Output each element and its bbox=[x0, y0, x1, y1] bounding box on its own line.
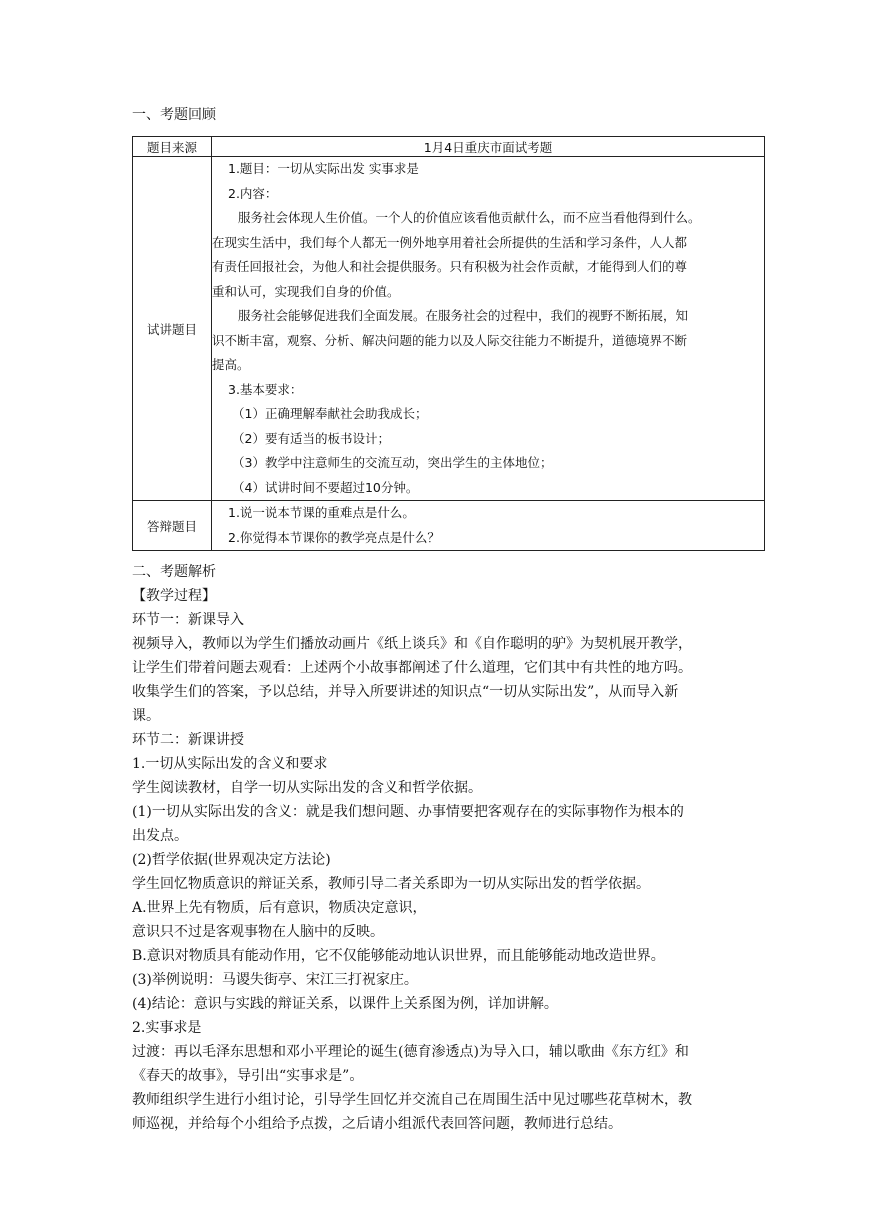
lecture-content bbox=[212, 157, 765, 501]
lecture-line: 1.题目：一切从实际出发 实事求是 bbox=[228, 161, 419, 176]
body-line: 出发点。 bbox=[132, 828, 188, 844]
body-line: 学生回忆物质意识的辩证关系，教师引导二者关系即为一切从实际出发的哲学依据。 bbox=[132, 876, 650, 892]
table-row bbox=[133, 501, 765, 551]
body-line: 环节二：新课讲授 bbox=[132, 732, 244, 748]
exam-question-table bbox=[132, 136, 765, 551]
body-line: (4)结论：意识与实践的辩证关系，以课件上关系图为例，详加讲解。 bbox=[132, 996, 558, 1012]
body-line: (1)一切从实际出发的含义：就是我们想问题、办事情要把客观存在的实际事物作为根本的 bbox=[132, 804, 684, 820]
section-title-analysis: 二、考题解析 bbox=[132, 564, 216, 580]
body-line: 教师组织学生进行小组讨论，引导学生回忆并交流自己在周围生活中见过哪些花草树木，教 bbox=[132, 1092, 692, 1108]
body-line: 过渡：再以毛泽东思想和邓小平理论的诞生(德育渗透点)为导入口，辅以歌曲《东方红》和 bbox=[132, 1044, 689, 1060]
lecture-line: （2）要有适当的板书设计； bbox=[232, 430, 390, 446]
source-label: 题目来源 bbox=[133, 137, 212, 157]
lecture-line: （3）教学中注意师生的交流互动，突出学生的主体地位； bbox=[232, 455, 553, 470]
body-line: 视频导入，教师以为学生们播放动画片《纸上谈兵》和《自作聪明的驴》为契机展开教学， bbox=[132, 636, 692, 652]
body-line: B.意识对物质具有能动作用，它不仅能够能动地认识世界，而且能够能动地改造世界。 bbox=[132, 948, 665, 964]
lecture-line: （1）正确理解奉献社会助我成长； bbox=[232, 406, 428, 421]
lecture-line: 3.基本要求： bbox=[228, 381, 303, 397]
body-line: 收集学生们的答案，予以总结，并导入所要讲述的知识点“一切从实际出发”，从而导入新 bbox=[132, 684, 679, 700]
lecture-line: 服务社会体现人生价值。一个人的价值应该看他贡献什么，而不应当看他得到什么。 bbox=[238, 210, 701, 225]
defense-label: 答辩题目 bbox=[133, 501, 212, 551]
defense-line: 2.你觉得本节课你的教学亮点是什么？ bbox=[228, 529, 440, 545]
lecture-line: 服务社会能够促进我们全面发展。在服务社会的过程中，我们的视野不断拓展，知 bbox=[238, 308, 689, 323]
lecture-line: （4）试讲时间不要超过10分钟。 bbox=[232, 479, 419, 495]
lecture-label: 试讲题目 bbox=[133, 157, 212, 501]
table-row bbox=[133, 137, 765, 157]
lecture-line: 有责任回报社会，为他人和社会提供服务。只有积极为社会作贡献，才能得到人们的尊 bbox=[212, 259, 688, 274]
lecture-line: 在现实生活中，我们每个人都无一例外地享用着社会所提供的生活和学习条件，人人都 bbox=[212, 234, 688, 250]
body-line: 课。 bbox=[132, 708, 160, 724]
source-value: 1月4日重庆市面试考题 bbox=[212, 137, 765, 157]
body-line: 2.实事求是 bbox=[132, 1020, 202, 1036]
body-line: (3)举例说明：马谡失街亭、宋江三打祝家庄。 bbox=[132, 972, 418, 988]
table-row bbox=[133, 157, 765, 501]
body-line: 学生阅读教材，自学一切从实际出发的含义和哲学依据。 bbox=[132, 780, 482, 796]
body-line: 意识只不过是客观事物在人脑中的反映。 bbox=[132, 924, 384, 940]
body-line: 1.一切从实际出发的含义和要求 bbox=[132, 756, 328, 772]
body-line: 师巡视，并给每个小组给予点拨，之后请小组派代表回答问题，教师进行总结。 bbox=[132, 1116, 622, 1132]
lecture-line: 提高。 bbox=[212, 357, 250, 372]
body-line: 《春天的故事》，导引出“实事求是”。 bbox=[132, 1068, 364, 1084]
defense-line: 1.说一说本节课的重难点是什么。 bbox=[228, 505, 415, 520]
lecture-line: 识不断丰富，观察、分析、解决问题的能力以及人际交往能力不断提升，道德境界不断 bbox=[212, 332, 688, 348]
analysis-body bbox=[132, 560, 772, 1136]
body-line: A.世界上先有物质，后有意识，物质决定意识， bbox=[132, 900, 427, 916]
section-title-review: 一、考题回顾 bbox=[132, 107, 216, 123]
body-line: (2)哲学依据(世界观决定方法论) bbox=[132, 852, 331, 868]
body-line: 让学生们带着问题去观看：上述两个小故事都阐述了什么道理，它们其中有共性的地方吗。 bbox=[132, 660, 692, 676]
lecture-line: 重和认可，实现我们自身的价值。 bbox=[212, 283, 400, 299]
body-line: 【教学过程】 bbox=[132, 588, 216, 604]
lecture-line: 2.内容： bbox=[228, 185, 278, 201]
body-line: 环节一：新课导入 bbox=[132, 612, 244, 628]
defense-content bbox=[212, 501, 765, 551]
